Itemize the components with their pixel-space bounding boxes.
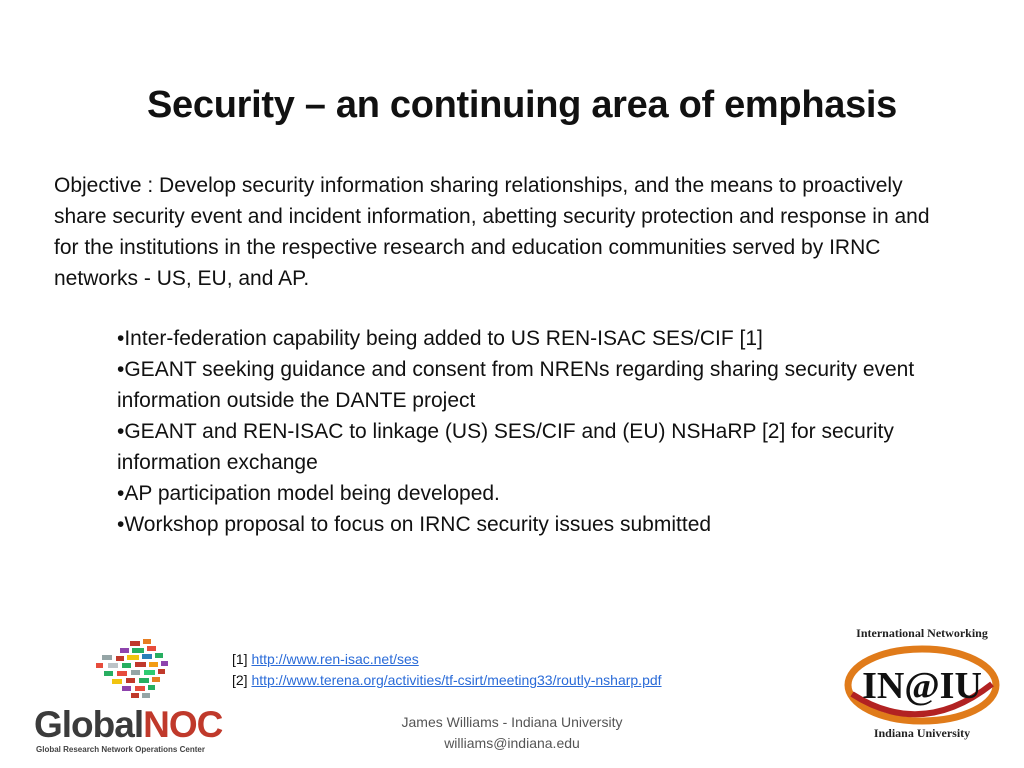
globalnoc-globe-icon [32,635,232,707]
globalnoc-wordmark: GlobalNOC [34,704,223,745]
globalnoc-logo [32,635,232,757]
bullet-item-5: •Workshop proposal to focus on IRNC security issues submitted [117,513,712,536]
bullet-item-3: •GEANT and REN-ISAC to linkage (US) SES/CIF and (EU) NSHaRP [2] for security information exchange [117,420,894,474]
reference-1 [232,649,662,670]
slide-title: Security – an continuing area of emphasis [146,84,898,126]
iniu-logo [842,622,1004,750]
reference-2 [232,670,662,691]
reference-marker: [1] [232,651,248,667]
footer [362,712,662,754]
objective-paragraph: Objective : Develop security information sharing relationships, and the means to proactively share security event and incident information, abetting security protection and response in and for the institutions in the respective research and education communities served by IRNC networks - US, EU, and AP. [54,174,930,290]
bullet-item-2: •GEANT seeking guidance and consent from NRENs regarding sharing security event information outside the DANTE project [117,358,915,412]
references [232,649,662,691]
iniu-mark: IN@IU [862,665,982,707]
globalnoc-subtitle: Global Research Network Operations Center [36,745,205,754]
footer-author: James Williams - Indiana University [401,714,623,730]
reference-link[interactable]: http://www.ren-isac.net/ses [251,651,419,667]
iniu-bottom-text: Indiana University [873,726,971,740]
footer-email: williams@indiana.edu [444,735,580,751]
reference-marker: [2] [232,672,248,688]
bullet-item-1: •Inter-federation capability being added to US REN-ISAC SES/CIF [1] [117,327,763,350]
reference-link[interactable]: http://www.terena.org/activities/tf-csirt/meeting33/routly-nsharp.pdf [251,672,662,688]
bullet-item-4: •AP participation model being developed. [117,482,500,505]
iniu-top-text: International Networking [856,626,988,640]
bullet-list [117,323,947,540]
